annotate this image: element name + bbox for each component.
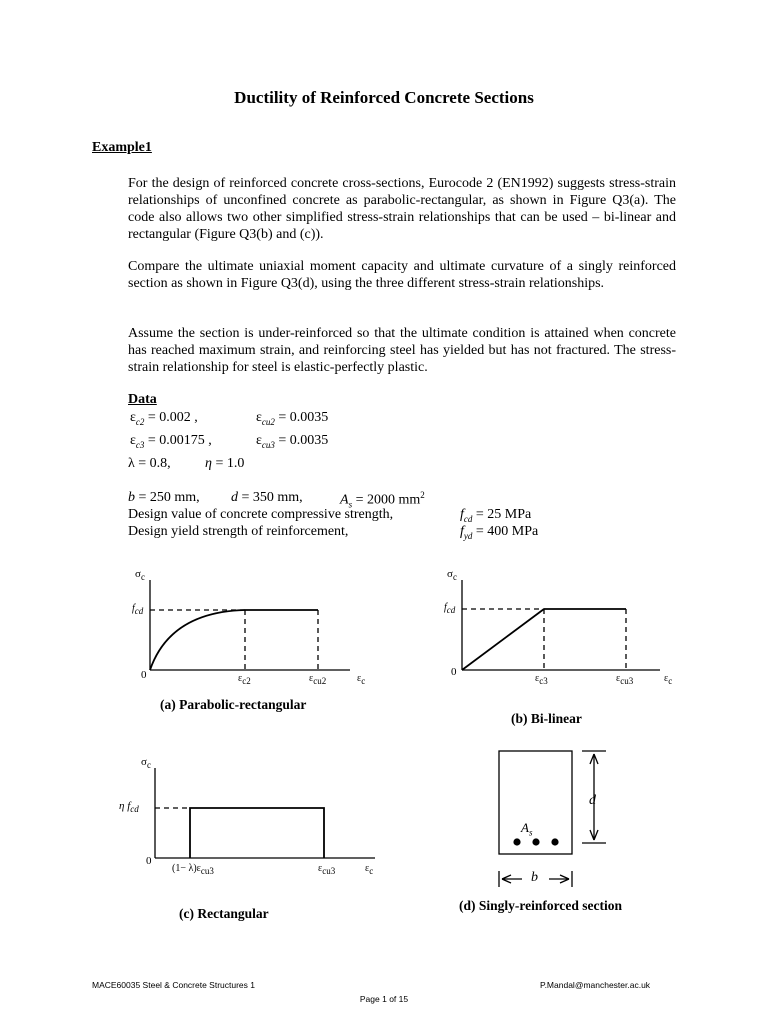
figure-b-plot — [462, 580, 660, 670]
data-fyd-value: $f_{yd} = 400$ MPa — [460, 524, 539, 541]
rebar-dot — [551, 838, 558, 845]
fig-c-rect-block — [190, 808, 324, 858]
footer-email: P.Mandal@manchester.ac.uk — [540, 980, 651, 990]
fig-c-origin: 0 — [146, 855, 152, 867]
fig-a-ec-axis-label: $\varepsilon_c$ — [357, 673, 366, 686]
fig-b-origin: 0 — [451, 666, 457, 678]
fig-a-caption: (a) Parabolic-rectangular — [160, 697, 307, 712]
example-heading: Example1 — [92, 140, 152, 155]
data-eta: η = 1.0 — [205, 456, 245, 471]
data-ecu2: $\varepsilon_{cu2} = 0.0035$ — [256, 410, 329, 427]
figure-a-plot — [150, 580, 350, 670]
fig-d-b-label: b — [531, 870, 538, 885]
fig-d-d-label: d — [589, 793, 596, 808]
fig-b-ec3-label: $\varepsilon_{c3}$ — [535, 673, 548, 686]
data-ecu3: $\varepsilon_{cu3} = 0.0035$ — [256, 433, 329, 450]
fig-a-ecu2-label: $\varepsilon_{cu2}$ — [309, 673, 327, 686]
fig-c-eta-fcd-label: η $f_{cd}$ — [119, 800, 139, 815]
fig-b-sigma-label: $\sigma_c$ — [447, 568, 457, 583]
fig-c-lambda-ecu3-label: $(1- \lambda)\varepsilon_{cu3}$ — [172, 863, 214, 876]
fig-c-caption: (c) Rectangular — [179, 906, 269, 921]
fig-b-ecu3-label: $\varepsilon_{cu3}$ — [616, 673, 634, 686]
data-fcd-value: $f_{cd} = 25$ MPa — [460, 507, 532, 524]
fig-b-fcd-label: $f_{cd}$ — [444, 602, 456, 615]
data-as: $A_s = 2000$ $mm^2$ — [340, 490, 425, 510]
fig-c-ecu3-label: $\varepsilon_{cu3}$ — [318, 863, 336, 876]
data-d: d = 350 mm, — [231, 490, 303, 505]
rebar-dot — [532, 838, 539, 845]
fig-c-ec-axis-label: $\varepsilon_c$ — [365, 863, 374, 876]
fig-c-sigma-label: $\sigma_c$ — [141, 756, 151, 771]
figure-c-plot — [155, 768, 375, 858]
fig-a-sigma-label: $\sigma_c$ — [135, 568, 145, 583]
paragraph-assume: Assume the section is under-reinforced so that the ultimate condition is attained when concrete has reached maximum strain, and reinforcing steel has yielded but has not fractured. The stress-strain relationship for steel is elastic-perfectly plastic. — [128, 326, 676, 375]
fig-a-origin: 0 — [141, 669, 147, 681]
data-fcd-label: Design value of concrete compressive strength, — [128, 507, 394, 522]
data-b: b = 250 mm, — [128, 490, 200, 505]
fig-d-as-label: $A_s$ — [521, 820, 533, 838]
fig-a-parabola — [150, 610, 245, 670]
data-ec3: $\varepsilon_{c3} = 0.00175$ , — [130, 433, 212, 450]
fig-b-ec-axis-label: $\varepsilon_c$ — [664, 673, 673, 686]
footer-course: MACE60035 Steel & Concrete Structures 1 — [92, 980, 255, 990]
footer-page-number: Page 1 of 15 — [359, 994, 409, 1004]
fig-d-caption: (d) Singly-reinforced section — [459, 898, 622, 913]
figure-d-section — [499, 751, 606, 887]
paragraph-compare: Compare the ultimate uniaxial moment capacity and ultimate curvature of a singly reinforced section as shown in Figure Q3(d), using the three different stress-strain relationships. — [128, 259, 676, 291]
data-lambda: λ = 0.8, — [128, 456, 171, 471]
rebar-dot — [513, 838, 520, 845]
paragraph-intro: For the design of reinforced concrete cross-sections, Eurocode 2 (EN1992) suggests stress-strain relationships of unconfined concrete as parabolic-rectangular, as shown in Figure Q3(a). The code also allows two other simplified stress-strain relationships that can be used – bi-linear and rectangular (Figure Q3(b) and (c)). — [128, 176, 676, 242]
fig-d-bars — [513, 838, 558, 845]
data-fyd-label: Design yield strength of reinforcement, — [128, 524, 349, 539]
page-title: Ductility of Reinforced Concrete Sections — [234, 88, 534, 107]
fig-b-caption: (b) Bi-linear — [511, 711, 582, 726]
fig-a-ec2-label: $\varepsilon_{c2}$ — [238, 673, 251, 686]
fig-b-slope — [462, 609, 544, 670]
data-heading: Data — [128, 392, 157, 407]
data-ec2: $\varepsilon_{c2} = 0.002$ , — [130, 410, 198, 427]
fig-a-fcd-label: $f_{cd}$ — [132, 603, 144, 616]
